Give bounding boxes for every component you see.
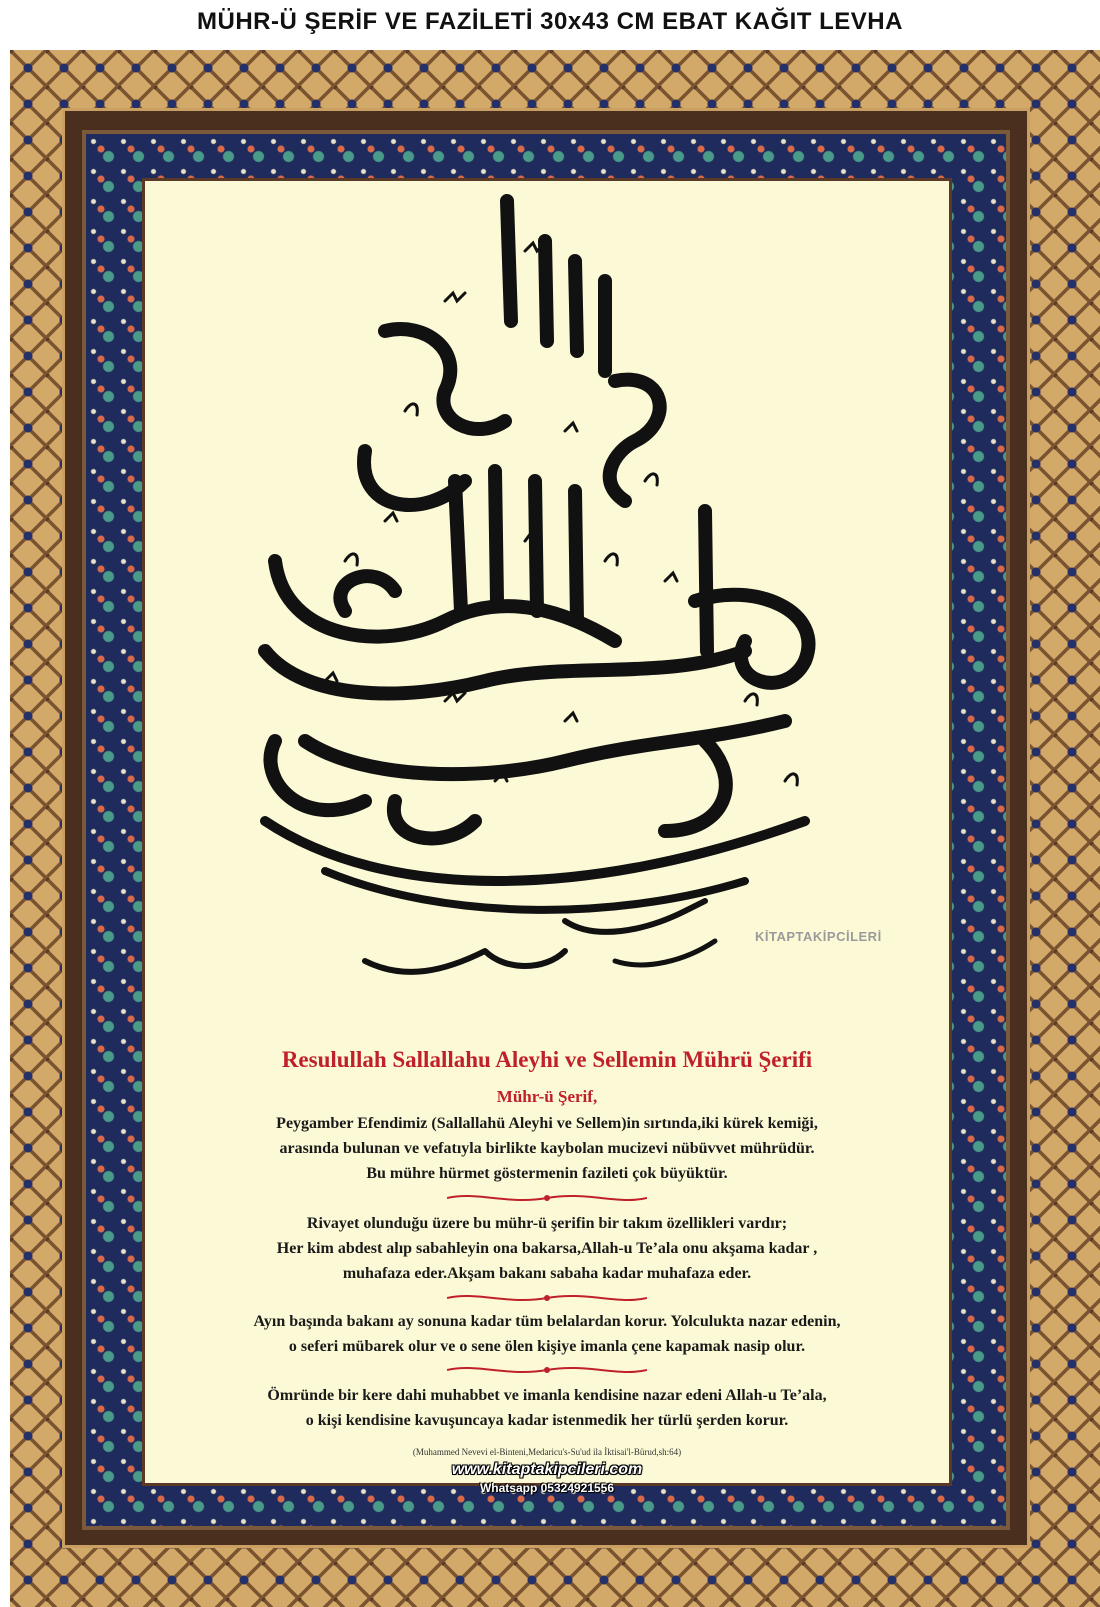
paragraph-line: Bu mühre hürmet göstermenin fazileti çok büyüktür. [366,1165,728,1182]
paragraph-3 [155,1309,939,1359]
paragraph-line: o seferi mübarek olur ve o sene ölen kişiye imanla çene kapamak nasip olur. [288,1338,806,1355]
paragraph-line: o kişi kendisine kavuşuncaya kadar istenmedik her türlü şerden korur. [305,1412,789,1429]
website-link[interactable]: www.kitaptakipcileri.com [451,1461,643,1478]
paragraph-4 [155,1383,939,1433]
main-heading: Resulullah Sallallahu Aleyhi ve Sellemin Mührü Şerifi [281,1047,813,1072]
sub-heading: Mühr-ü Şerif, [496,1087,598,1106]
source-citation: (Muhammed Nevevi el-Binteni,Medaricu's-Su'ud ila İktisai'l-Bürud,sh:64) [412,1447,682,1457]
paragraph-line: arasında bulunan ve vefatıyla birlikte kaybolan mucizevi nübüvvet mührüdür. [279,1140,815,1157]
paragraph-line: Rivayet olunduğu üzere bu mühr-ü şerifin bir takım özellikleri vardır; [306,1215,788,1232]
ornamental-divider [447,1191,647,1205]
paragraph-1 [155,1111,939,1186]
paragraph-line: Ayın başında bakanı ay sonuna kadar tüm belalardan korur. Yolculukta nazar edenin, [253,1313,841,1330]
paragraph-line: Her kim abdest alıp sabahleyin ona bakarsa,Allah-u Te’ala onu akşama kadar , [276,1240,818,1257]
paragraph-line: Ömründe bir kere dahi muhabbet ve imanla kendisine nazar edeni Allah-u Te’ala, [267,1387,827,1404]
seal-calligraphy [145,181,949,1041]
ornamental-divider [447,1291,647,1305]
watermark-text: KİTAPTAKİPCİLERİ [755,929,882,944]
paragraph-line: Peygamber Efendimiz (Sallallahü Aleyhi ve Sellem)in sırtında,iki kürek kemiği, [276,1115,818,1132]
paragraph-line: muhafaza eder.Akşam bakanı sabaha kadar muhafaza eder. [342,1265,752,1282]
ornamental-divider [447,1363,647,1377]
page-title: MÜHR-Ü ŞERİF VE FAZİLETİ 30x43 CM EBAT KAĞIT LEVHA [197,8,903,35]
content-panel [142,178,952,1495]
paragraph-2 [155,1211,939,1286]
whatsapp-contact: Whatsapp 05324921556 [479,1481,615,1495]
